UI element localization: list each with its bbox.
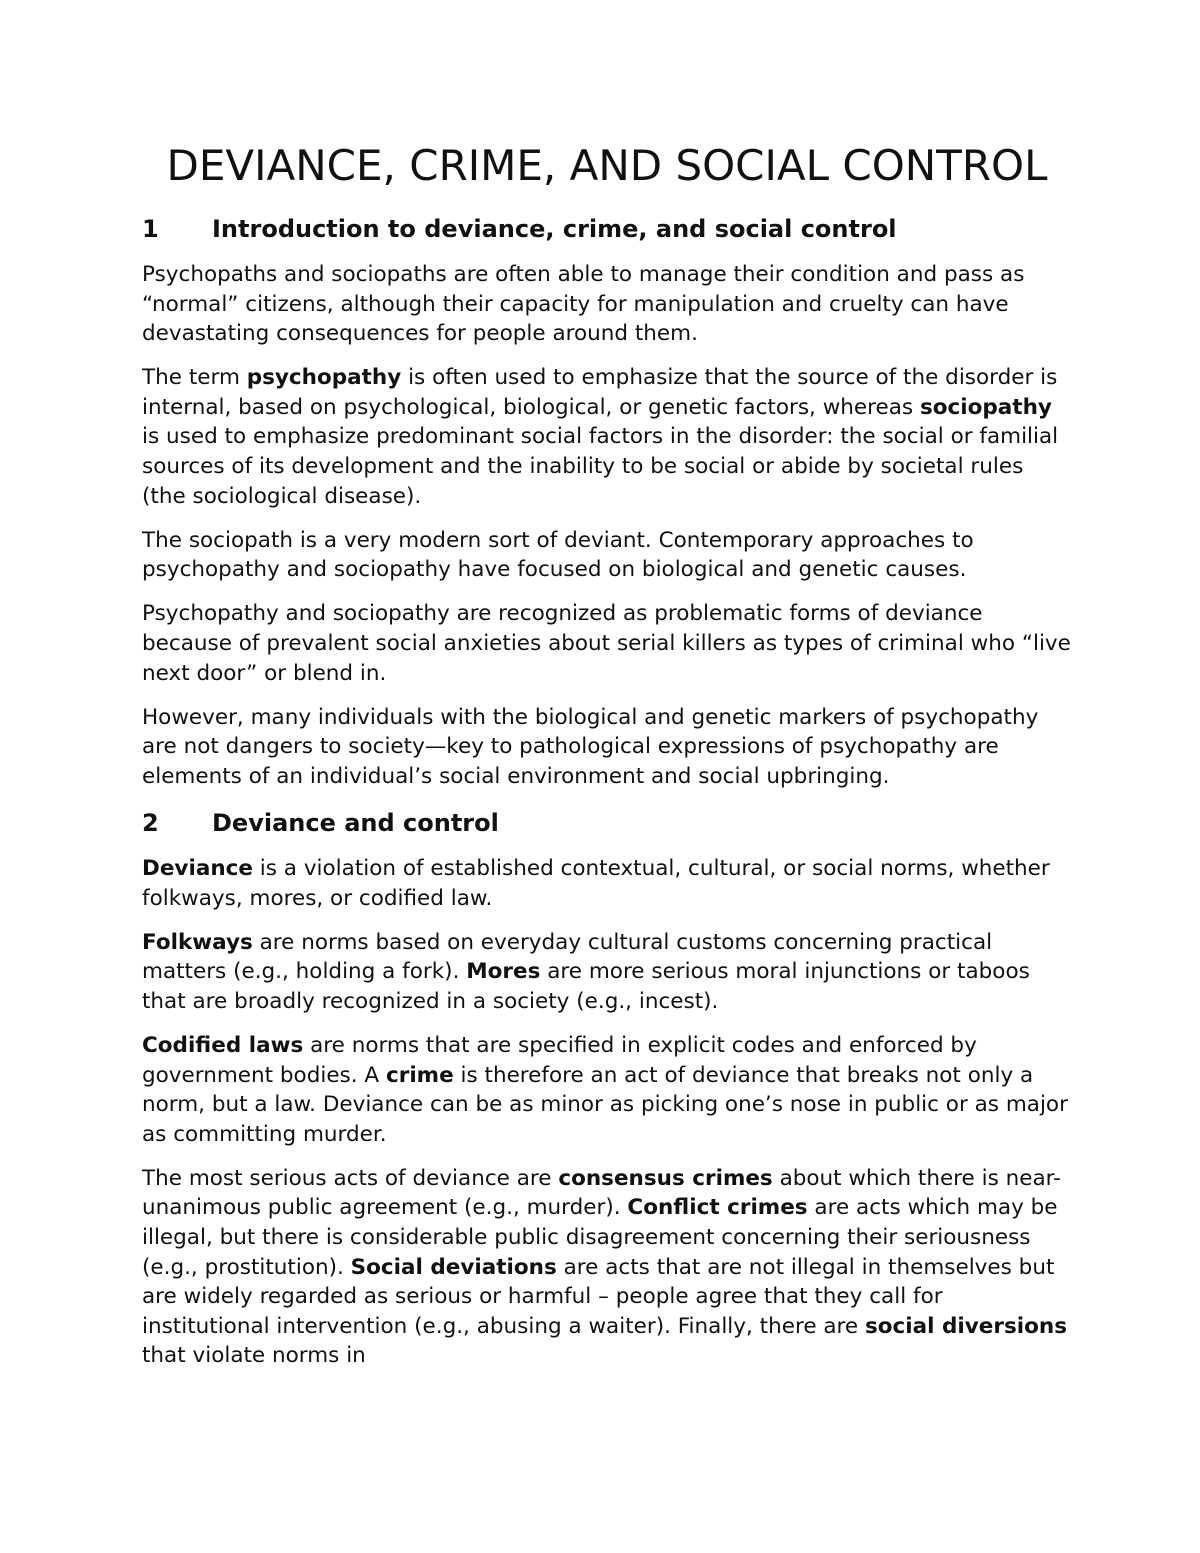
document-title: DEVIANCE, CRIME, AND SOCIAL CONTROL — [166, 141, 1048, 190]
paragraph-text: about which there is near-unanimous public agreement (e.g., murder). — [142, 1165, 1061, 1221]
key-term: sociopathy — [919, 394, 1052, 420]
paragraph-text: are norms that are specified in explicit codes and enforced by government bodies. A — [142, 1032, 977, 1088]
section-heading — [142, 806, 1072, 840]
paragraph-text: However, many individuals with the biological and genetic markers of psychopathy are not dangers to society—key to pathological expressions of psychopathy are elements of an individual’s social environment and social upbringing. — [142, 704, 1039, 789]
key-term: crime — [385, 1062, 454, 1088]
paragraph — [142, 260, 1072, 349]
paragraph — [142, 703, 1072, 792]
paragraph — [142, 363, 1072, 511]
key-term: consensus crimes — [558, 1165, 773, 1191]
paragraph-text: is therefore an act of deviance that breaks not only a norm, but a law. Deviance can be as minor as picking one’s nose in public or as major as committing murder. — [142, 1062, 1068, 1147]
section-heading — [142, 212, 1072, 246]
section-number: 1 — [142, 215, 159, 243]
document-page — [142, 140, 1072, 1386]
paragraph-text: is a violation of established contextual, cultural, or social norms, whether folkways, mores, or codified law. — [142, 856, 1050, 911]
paragraph-text: The sociopath is a very modern sort of deviant. Contemporary approaches to psychopathy and sociopathy have focused on biological and genetic causes. — [142, 527, 974, 583]
key-term: Folkways — [142, 929, 253, 955]
paragraph — [142, 928, 1072, 1017]
paragraph — [142, 599, 1072, 688]
document-body — [142, 212, 1072, 1371]
key-term: psychopathy — [246, 365, 402, 391]
section-title: Deviance and control — [212, 809, 499, 837]
paragraph — [142, 854, 1072, 913]
key-term: Social deviations — [350, 1254, 557, 1280]
paragraph-text: is used to emphasize predominant social factors in the disorder: the social or familial sources of its development and the inability to be social or abide by societal rules (the sociological disease). — [142, 424, 1059, 509]
key-term: social diversions — [864, 1313, 1068, 1339]
paragraph-text: is often used to emphasize that the source of the disorder is internal, based on psychological, biological, or genetic factors, whereas — [142, 365, 1058, 420]
paragraph-text: are norms based on everyday cultural customs concerning practical matters (e.g., holding a fork). — [142, 929, 993, 985]
paragraph — [142, 526, 1072, 585]
key-term: Conflict crimes — [627, 1195, 808, 1221]
key-term: Codified laws — [142, 1032, 304, 1058]
paragraph-text: that violate norms in — [142, 1343, 366, 1369]
key-term: Mores — [466, 959, 541, 985]
paragraph — [142, 1031, 1072, 1149]
paragraph-text: Psychopaths and sociopaths are often able to manage their condition and pass as “normal” citizens, although their capacity for manipulation and cruelty can have devastating consequences for people around them. — [142, 262, 1025, 347]
paragraph — [142, 1164, 1072, 1371]
paragraph-text: The most serious acts of deviance are — [142, 1165, 559, 1191]
paragraph-text: Psychopathy and sociopathy are recognized as problematic forms of deviance because of prevalent social anxieties about serial killers as types of criminal who “live next door” or blend in. — [142, 601, 1071, 686]
section-number: 2 — [142, 809, 159, 837]
paragraph-text: are acts that are not illegal in themselves but are widely regarded as serious or harmful – people agree that they call for institutional intervention (e.g., abusing a waiter). Finally, there are — [142, 1254, 1055, 1339]
section-title: Introduction to deviance, crime, and social control — [212, 215, 897, 243]
paragraph-text: are acts which may be illegal, but there is considerable public disagreement concerning their seriousness (e.g., prostitution). — [142, 1195, 1058, 1280]
paragraph-text: The term — [142, 365, 247, 391]
key-term: Deviance — [142, 856, 253, 881]
paragraph-text: are more serious moral injunctions or taboos that are broadly recognized in a society (e.g., incest). — [142, 959, 1030, 1014]
